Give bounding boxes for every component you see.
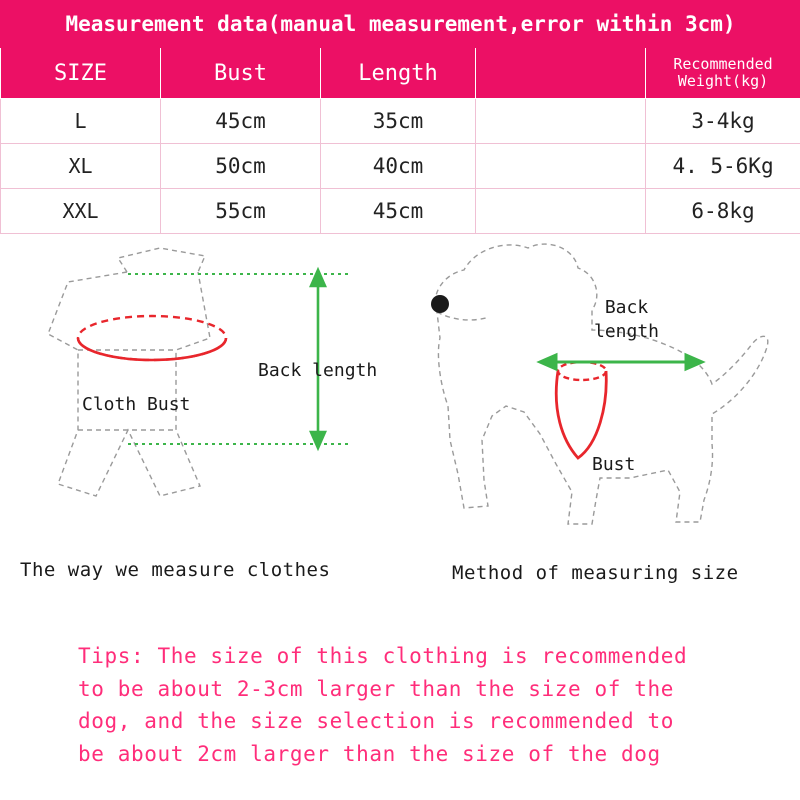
garment-outline-icon [48, 248, 210, 496]
dog-bust-measure-icon [556, 362, 606, 458]
column-header-size: SIZE [1, 48, 161, 99]
column-header-blank [476, 48, 646, 99]
recommended-weight-line2: Weight(kg) [677, 72, 769, 90]
table-row [1, 99, 800, 144]
measurement-diagrams-svg [0, 234, 800, 604]
dog-outline-icon [435, 244, 768, 524]
label-back-line1: Back [604, 297, 649, 318]
tips-line-2: to be about 2-3cm larger than the size of the [78, 676, 674, 701]
recommended-weight-line1: Recommended [673, 54, 773, 73]
table-header-row [1, 48, 800, 99]
table-row [1, 189, 800, 234]
label-back-length-right [594, 296, 659, 345]
cell-size: L [1, 99, 161, 144]
back-length-arrow-icon [311, 270, 325, 448]
tips-block [78, 640, 738, 770]
column-header-bust: Bust [161, 48, 321, 99]
label-bust-right: Bust [592, 454, 636, 475]
cell-bust: 50cm [161, 144, 321, 189]
table-title: Measurement data(manual measurement,error within 3cm) [1, 1, 800, 48]
cell-size: XXL [1, 189, 161, 234]
table-row [1, 144, 800, 189]
dog-back-length-arrow-icon [540, 355, 702, 369]
tips-line-4: be about 2cm larger than the size of the dog [78, 741, 661, 766]
diagram-area [0, 234, 800, 604]
caption-right-diagram: Method of measuring size [452, 562, 739, 584]
caption-left-diagram: The way we measure clothes [20, 559, 331, 581]
cell-length: 40cm [321, 144, 476, 189]
column-header-length: Length [321, 48, 476, 99]
cell-weight: 3-4kg [646, 99, 800, 144]
cell-weight: 6-8kg [646, 189, 800, 234]
label-back-length-left: Back length [258, 360, 378, 381]
measurement-table [0, 0, 800, 234]
tips-line-3: dog, and the size selection is recommended to [78, 709, 674, 734]
cell-length: 35cm [321, 99, 476, 144]
cell-bust: 55cm [161, 189, 321, 234]
cell-blank [476, 144, 646, 189]
cloth-bust-measure-icon [78, 316, 226, 360]
dog-nose-icon [431, 295, 449, 313]
label-back-line2: length [594, 321, 660, 343]
cell-size: XL [1, 144, 161, 189]
tips-line-1: Tips: The size of this clothing is recommended [78, 644, 688, 668]
cell-blank [476, 99, 646, 144]
cell-weight: 4. 5-6Kg [646, 144, 800, 189]
column-header-recommended-weight [646, 48, 800, 99]
label-cloth-bust: Cloth Bust [82, 394, 191, 415]
cell-length: 45cm [321, 189, 476, 234]
table-title-row [1, 1, 800, 48]
cell-blank [476, 189, 646, 234]
cell-bust: 45cm [161, 99, 321, 144]
